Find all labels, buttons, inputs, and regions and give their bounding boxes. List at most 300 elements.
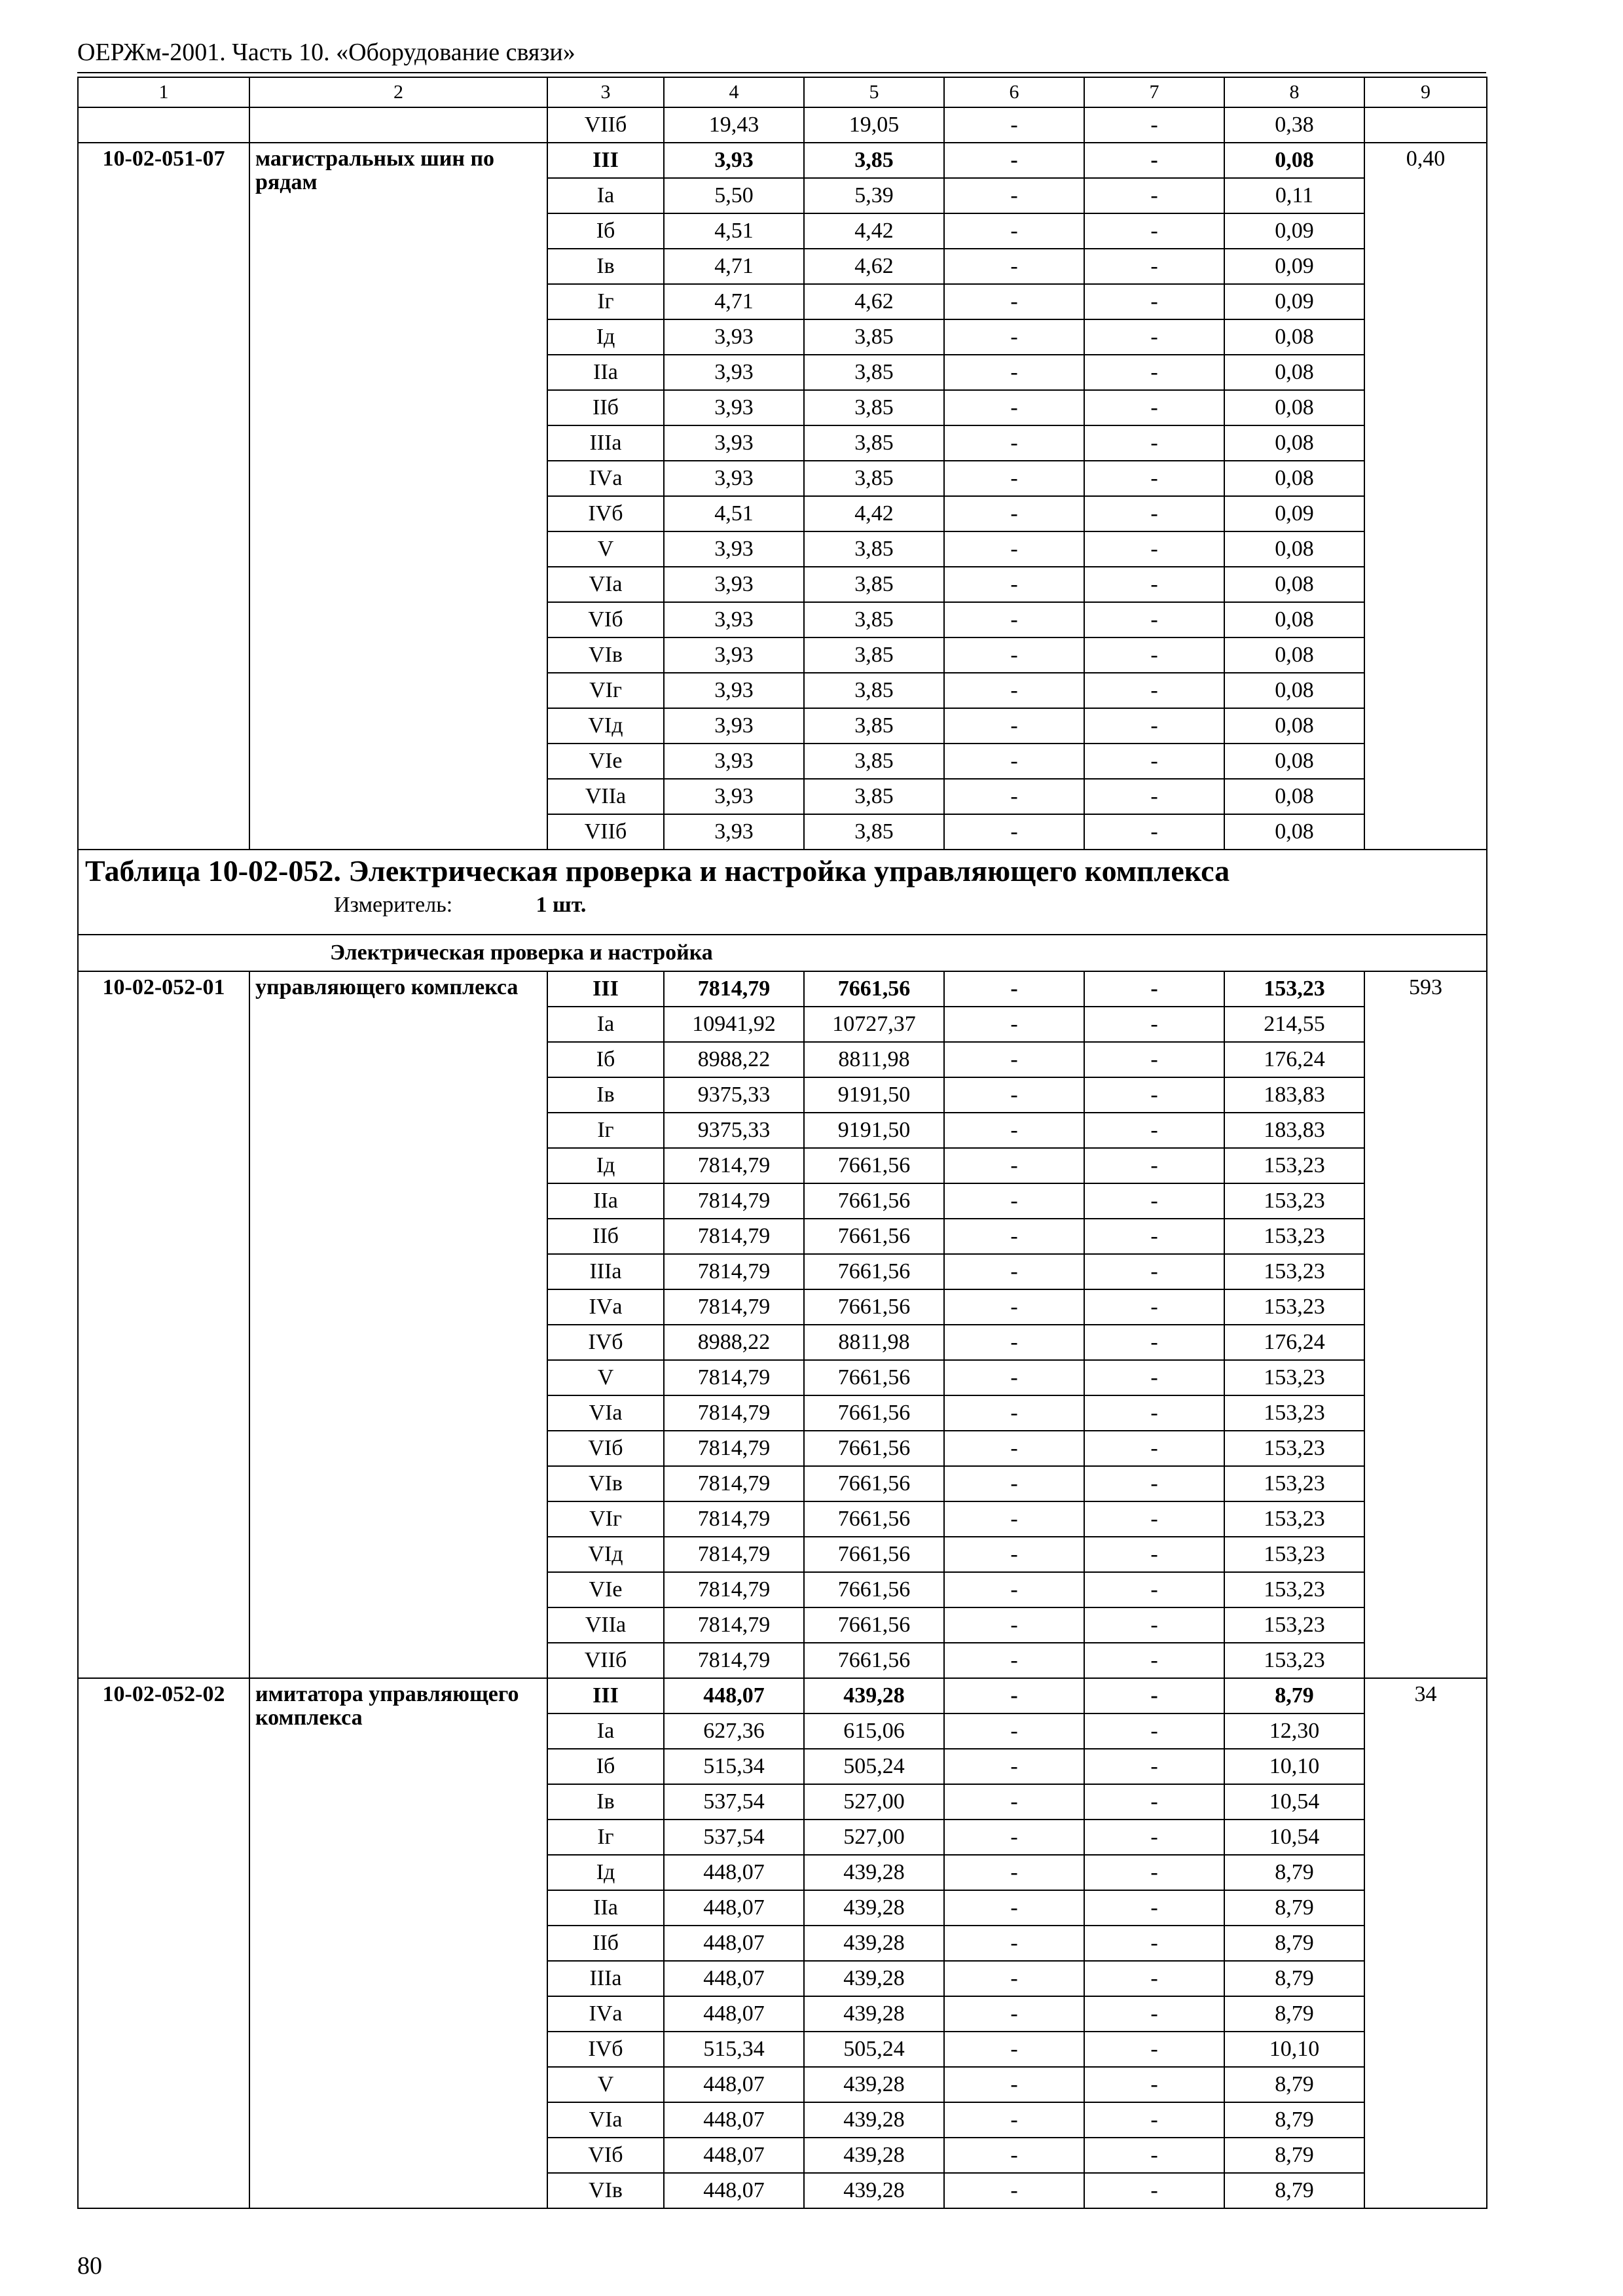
value-cell: - — [1084, 744, 1224, 779]
value-cell: - — [1084, 178, 1224, 213]
value-cell: 7814,79 — [664, 1395, 804, 1431]
value-cell: - — [1084, 143, 1224, 178]
value-cell: - — [944, 1042, 1084, 1077]
value-cell: 3,93 — [664, 143, 804, 178]
value-cell: - — [944, 1926, 1084, 1961]
value-cell: 3,85 — [804, 673, 944, 708]
value-cell: 0,08 — [1224, 814, 1364, 850]
value-cell: - — [944, 1572, 1084, 1607]
table-row — [78, 971, 1487, 1007]
zone-cell: VIIб — [547, 814, 664, 850]
value-cell: - — [1084, 1183, 1224, 1219]
value-cell: - — [944, 319, 1084, 355]
value-cell: - — [1084, 1501, 1224, 1537]
value-cell: 10,54 — [1224, 1820, 1364, 1855]
value-cell: 153,23 — [1224, 1643, 1364, 1678]
value-cell: - — [944, 1961, 1084, 1996]
zone-cell: VIе — [547, 1572, 664, 1607]
empty-cell — [249, 107, 547, 143]
value-cell: 0,09 — [1224, 284, 1364, 319]
value-cell: 448,07 — [664, 1678, 804, 1713]
zone-cell: Iг — [547, 1820, 664, 1855]
value-cell: 0,08 — [1224, 355, 1364, 390]
value-cell: 0,08 — [1224, 708, 1364, 744]
rate-code: 10-02-052-01 — [78, 971, 249, 1678]
value-cell: 7814,79 — [664, 1183, 804, 1219]
value-cell: 153,23 — [1224, 1431, 1364, 1466]
value-cell: - — [1084, 284, 1224, 319]
value-cell: 153,23 — [1224, 1219, 1364, 1254]
value-cell: - — [944, 1254, 1084, 1289]
value-cell: 448,07 — [664, 1961, 804, 1996]
value-cell: 0,08 — [1224, 461, 1364, 496]
value-cell: - — [944, 1077, 1084, 1113]
value-cell: - — [944, 213, 1084, 249]
zone-cell: IIб — [547, 1926, 664, 1961]
value-cell: 4,71 — [664, 249, 804, 284]
value-cell: - — [1084, 2067, 1224, 2102]
zone-cell: IIIа — [547, 1254, 664, 1289]
value-cell: 4,42 — [804, 213, 944, 249]
zone-cell: IIIа — [547, 425, 664, 461]
table-row — [78, 1678, 1487, 1713]
value-cell: 3,93 — [664, 461, 804, 496]
value-cell: - — [1084, 708, 1224, 744]
value-cell: - — [944, 2032, 1084, 2067]
zone-cell: Iа — [547, 1713, 664, 1749]
zone-cell: VIб — [547, 1431, 664, 1466]
zone-cell: Iа — [547, 178, 664, 213]
value-cell: - — [944, 744, 1084, 779]
value-cell: - — [944, 1183, 1084, 1219]
value-cell: - — [944, 143, 1084, 178]
value-cell: 10,10 — [1224, 1749, 1364, 1784]
zone-cell: Iв — [547, 1077, 664, 1113]
extra-value: 0,40 — [1364, 143, 1487, 850]
zone-cell: III — [547, 1678, 664, 1713]
value-cell: 7661,56 — [804, 1466, 944, 1501]
column-number: 9 — [1364, 77, 1487, 107]
value-cell: - — [944, 708, 1084, 744]
zone-cell: IIб — [547, 390, 664, 425]
value-cell: - — [1084, 1643, 1224, 1678]
work-name: имитатора управляющего комплекса — [249, 1678, 547, 2208]
value-cell: - — [1084, 971, 1224, 1007]
value-cell: 439,28 — [804, 1855, 944, 1890]
extra-value: 34 — [1364, 1678, 1487, 2208]
value-cell: 3,85 — [804, 708, 944, 744]
value-cell: 0,11 — [1224, 178, 1364, 213]
value-cell: 8988,22 — [664, 1042, 804, 1077]
value-cell: - — [1084, 1749, 1224, 1784]
value-cell: - — [1084, 637, 1224, 673]
value-cell: 439,28 — [804, 2102, 944, 2138]
value-cell: 3,85 — [804, 355, 944, 390]
value-cell: 7661,56 — [804, 1431, 944, 1466]
value-cell: 0,08 — [1224, 390, 1364, 425]
value-cell: 7661,56 — [804, 1537, 944, 1572]
value-cell: - — [1084, 673, 1224, 708]
value-cell: - — [944, 2138, 1084, 2173]
zone-cell: VIб — [547, 2138, 664, 2173]
value-cell: 7814,79 — [664, 971, 804, 1007]
value-cell: 7814,79 — [664, 1219, 804, 1254]
value-cell: 19,05 — [804, 107, 944, 143]
value-cell: - — [944, 1678, 1084, 1713]
value-cell: - — [944, 637, 1084, 673]
value-cell: 439,28 — [804, 2138, 944, 2173]
value-cell: 3,93 — [664, 390, 804, 425]
value-cell: 7814,79 — [664, 1607, 804, 1643]
value-cell: 448,07 — [664, 1926, 804, 1961]
zone-cell: VIд — [547, 708, 664, 744]
value-cell: 8,79 — [1224, 2173, 1364, 2208]
value-cell: - — [1084, 1042, 1224, 1077]
value-cell: 527,00 — [804, 1820, 944, 1855]
value-cell: 3,93 — [664, 814, 804, 850]
value-cell: - — [944, 1855, 1084, 1890]
zone-cell: VIIб — [547, 1643, 664, 1678]
zone-cell: III — [547, 971, 664, 1007]
zone-cell: V — [547, 1360, 664, 1395]
value-cell: 183,83 — [1224, 1113, 1364, 1148]
value-cell: - — [944, 531, 1084, 567]
zone-cell: IIIа — [547, 1961, 664, 1996]
value-cell: 8,79 — [1224, 2067, 1364, 2102]
value-cell: - — [944, 249, 1084, 284]
value-cell: 537,54 — [664, 1784, 804, 1820]
value-cell: - — [1084, 249, 1224, 284]
value-cell: 153,23 — [1224, 1501, 1364, 1537]
value-cell: - — [944, 1537, 1084, 1572]
value-cell: - — [944, 2067, 1084, 2102]
value-cell: - — [1084, 814, 1224, 850]
column-number: 2 — [249, 77, 547, 107]
value-cell: - — [944, 1749, 1084, 1784]
zone-cell: Iд — [547, 319, 664, 355]
value-cell: - — [1084, 107, 1224, 143]
value-cell: 9191,50 — [804, 1077, 944, 1113]
value-cell: 4,62 — [804, 284, 944, 319]
table-row — [78, 143, 1487, 178]
value-cell: 0,08 — [1224, 673, 1364, 708]
value-cell: 9191,50 — [804, 1113, 944, 1148]
page-number: 80 — [77, 2252, 102, 2280]
value-cell: 7661,56 — [804, 1607, 944, 1643]
value-cell: 7814,79 — [664, 1501, 804, 1537]
value-cell: 153,23 — [1224, 1183, 1364, 1219]
value-cell: 4,42 — [804, 496, 944, 531]
value-cell: 8,79 — [1224, 1855, 1364, 1890]
value-cell: 439,28 — [804, 1678, 944, 1713]
value-cell: 0,08 — [1224, 744, 1364, 779]
value-cell: 7661,56 — [804, 1183, 944, 1219]
value-cell: - — [1084, 1148, 1224, 1183]
work-name: магистральных шин по рядам — [249, 143, 547, 850]
value-cell: - — [944, 1395, 1084, 1431]
value-cell: - — [1084, 425, 1224, 461]
value-cell: 0,08 — [1224, 567, 1364, 602]
value-cell: - — [1084, 461, 1224, 496]
empty-cell — [1364, 107, 1487, 143]
value-cell: 505,24 — [804, 1749, 944, 1784]
value-cell: - — [1084, 2138, 1224, 2173]
zone-cell: Iв — [547, 1784, 664, 1820]
zone-cell: Iг — [547, 1113, 664, 1148]
value-cell: 3,85 — [804, 390, 944, 425]
value-cell: - — [944, 1325, 1084, 1360]
value-cell: 448,07 — [664, 1855, 804, 1890]
value-cell: 3,85 — [804, 319, 944, 355]
value-cell: 8811,98 — [804, 1042, 944, 1077]
value-cell: - — [1084, 355, 1224, 390]
value-cell: - — [1084, 1784, 1224, 1820]
value-cell: 3,93 — [664, 744, 804, 779]
value-cell: 3,85 — [804, 602, 944, 637]
value-cell: - — [944, 1820, 1084, 1855]
zone-cell: VIIа — [547, 779, 664, 814]
value-cell: 0,09 — [1224, 496, 1364, 531]
value-cell: 153,23 — [1224, 1395, 1364, 1431]
zone-cell: IVа — [547, 461, 664, 496]
value-cell: 153,23 — [1224, 1254, 1364, 1289]
value-cell: - — [944, 814, 1084, 850]
value-cell: - — [1084, 1395, 1224, 1431]
value-cell: 439,28 — [804, 2067, 944, 2102]
empty-cell — [78, 107, 249, 143]
value-cell: 7661,56 — [804, 1572, 944, 1607]
value-cell: 7661,56 — [804, 1643, 944, 1678]
value-cell: 7814,79 — [664, 1254, 804, 1289]
value-cell: 7814,79 — [664, 1431, 804, 1466]
zone-cell: Iв — [547, 249, 664, 284]
value-cell: - — [1084, 1713, 1224, 1749]
value-cell: - — [944, 284, 1084, 319]
value-cell: 3,85 — [804, 744, 944, 779]
value-cell: - — [1084, 1961, 1224, 1996]
value-cell: 214,55 — [1224, 1007, 1364, 1042]
value-cell: 153,23 — [1224, 1148, 1364, 1183]
value-cell: - — [1084, 2032, 1224, 2067]
value-cell: 8,79 — [1224, 1890, 1364, 1926]
value-cell: 448,07 — [664, 1996, 804, 2032]
value-cell: 448,07 — [664, 2138, 804, 2173]
zone-cell: VIг — [547, 673, 664, 708]
value-cell: - — [944, 1289, 1084, 1325]
value-cell: - — [944, 1607, 1084, 1643]
value-cell: 515,34 — [664, 1749, 804, 1784]
value-cell: - — [1084, 2173, 1224, 2208]
value-cell: - — [1084, 1325, 1224, 1360]
value-cell: 439,28 — [804, 1890, 944, 1926]
value-cell: - — [944, 971, 1084, 1007]
measure-label: Измеритель: — [334, 893, 453, 918]
value-cell: 4,51 — [664, 496, 804, 531]
zone-cell: VIв — [547, 637, 664, 673]
value-cell: - — [944, 178, 1084, 213]
value-cell: 439,28 — [804, 1961, 944, 1996]
value-cell: 3,93 — [664, 602, 804, 637]
table-title: Таблица 10-02-052. Электрическая проверка и настройка управляющего комплекса — [85, 854, 1230, 888]
value-cell: 7661,56 — [804, 1254, 944, 1289]
value-cell: 7814,79 — [664, 1537, 804, 1572]
value-cell: - — [1084, 1855, 1224, 1890]
rate-code: 10-02-052-02 — [78, 1678, 249, 2208]
value-cell: - — [944, 107, 1084, 143]
value-cell: 153,23 — [1224, 1289, 1364, 1325]
zone-cell: VIд — [547, 1537, 664, 1572]
value-cell: - — [1084, 1996, 1224, 2032]
value-cell: - — [944, 1501, 1084, 1537]
value-cell: - — [1084, 319, 1224, 355]
value-cell: 0,38 — [1224, 107, 1364, 143]
zone-cell: Iб — [547, 213, 664, 249]
value-cell: - — [1084, 567, 1224, 602]
value-cell: 7661,56 — [804, 1501, 944, 1537]
measure-line — [85, 893, 1480, 917]
zone-cell: IIа — [547, 1183, 664, 1219]
value-cell: 3,93 — [664, 425, 804, 461]
value-cell: 153,23 — [1224, 1572, 1364, 1607]
value-cell: 10,10 — [1224, 2032, 1364, 2067]
zone-cell: VIа — [547, 2102, 664, 2138]
value-cell: 8,79 — [1224, 2138, 1364, 2173]
value-cell: 153,23 — [1224, 971, 1364, 1007]
value-cell: - — [1084, 531, 1224, 567]
value-cell: 3,85 — [804, 779, 944, 814]
value-cell: - — [944, 1890, 1084, 1926]
rates-table — [77, 77, 1487, 2209]
value-cell: 3,93 — [664, 319, 804, 355]
column-number: 5 — [804, 77, 944, 107]
value-cell: 0,08 — [1224, 425, 1364, 461]
value-cell: - — [944, 496, 1084, 531]
value-cell: 3,93 — [664, 355, 804, 390]
value-cell: - — [944, 390, 1084, 425]
zone-cell: IVа — [547, 1289, 664, 1325]
column-number: 1 — [78, 77, 249, 107]
value-cell: - — [1084, 1113, 1224, 1148]
value-cell: 3,85 — [804, 143, 944, 178]
value-cell: 9375,33 — [664, 1077, 804, 1113]
column-number: 8 — [1224, 77, 1364, 107]
value-cell: - — [1084, 213, 1224, 249]
zone-cell: Iб — [547, 1749, 664, 1784]
value-cell: - — [944, 1784, 1084, 1820]
value-cell: 7661,56 — [804, 1360, 944, 1395]
value-cell: 12,30 — [1224, 1713, 1364, 1749]
value-cell: - — [1084, 1219, 1224, 1254]
value-cell: 448,07 — [664, 2067, 804, 2102]
page-header: ОЕРЖм-2001. Часть 10. «Оборудование связи» — [77, 39, 575, 66]
column-number: 6 — [944, 77, 1084, 107]
zone-cell: Iд — [547, 1855, 664, 1890]
value-cell: - — [1084, 1077, 1224, 1113]
value-cell: - — [1084, 1607, 1224, 1643]
value-cell: 615,06 — [804, 1713, 944, 1749]
value-cell: 7814,79 — [664, 1360, 804, 1395]
column-number: 3 — [547, 77, 664, 107]
rate-code: 10-02-051-07 — [78, 143, 249, 850]
value-cell: 439,28 — [804, 1926, 944, 1961]
value-cell: 3,85 — [804, 531, 944, 567]
value-cell: - — [1084, 1890, 1224, 1926]
zone-cell: IVб — [547, 2032, 664, 2067]
value-cell: 5,39 — [804, 178, 944, 213]
value-cell: - — [944, 1148, 1084, 1183]
value-cell: - — [944, 602, 1084, 637]
measure-value: 1 шт. — [536, 893, 587, 918]
value-cell: 5,50 — [664, 178, 804, 213]
zone-cell: IVб — [547, 1325, 664, 1360]
value-cell: 7661,56 — [804, 1219, 944, 1254]
header-rule — [77, 72, 1486, 73]
value-cell: 439,28 — [804, 2173, 944, 2208]
value-cell: 153,23 — [1224, 1537, 1364, 1572]
value-cell: - — [944, 673, 1084, 708]
value-cell: 10,54 — [1224, 1784, 1364, 1820]
column-number: 4 — [664, 77, 804, 107]
zone-cell: VIа — [547, 567, 664, 602]
value-cell: 0,08 — [1224, 319, 1364, 355]
value-cell: 627,36 — [664, 1713, 804, 1749]
value-cell: - — [1084, 1820, 1224, 1855]
value-cell: 3,93 — [664, 673, 804, 708]
value-cell: 7814,79 — [664, 1289, 804, 1325]
zone-cell: VIв — [547, 2173, 664, 2208]
value-cell: 4,71 — [664, 284, 804, 319]
table-title-cell — [78, 850, 1487, 935]
value-cell: 0,08 — [1224, 779, 1364, 814]
value-cell: - — [944, 567, 1084, 602]
value-cell: 505,24 — [804, 2032, 944, 2067]
value-cell: - — [1084, 1254, 1224, 1289]
value-cell: 8,79 — [1224, 2102, 1364, 2138]
value-cell: - — [944, 779, 1084, 814]
value-cell: 19,43 — [664, 107, 804, 143]
extra-value: 593 — [1364, 971, 1487, 1678]
section-title: Электрическая проверка и настройка — [78, 935, 1487, 971]
value-cell: 527,00 — [804, 1784, 944, 1820]
value-cell: - — [1084, 496, 1224, 531]
value-cell: 7814,79 — [664, 1466, 804, 1501]
value-cell: - — [1084, 1360, 1224, 1395]
value-cell: - — [944, 355, 1084, 390]
value-cell: 8,79 — [1224, 1926, 1364, 1961]
value-cell: 7661,56 — [804, 971, 944, 1007]
value-cell: - — [1084, 1678, 1224, 1713]
value-cell: - — [944, 1431, 1084, 1466]
value-cell: 448,07 — [664, 1890, 804, 1926]
value-cell: 0,09 — [1224, 213, 1364, 249]
value-cell: 183,83 — [1224, 1077, 1364, 1113]
value-cell: - — [944, 1996, 1084, 2032]
value-cell: 10727,37 — [804, 1007, 944, 1042]
zone-cell: IIа — [547, 1890, 664, 1926]
value-cell: 3,85 — [804, 637, 944, 673]
value-cell: 3,85 — [804, 425, 944, 461]
zone-cell: VIIа — [547, 1607, 664, 1643]
value-cell: 10941,92 — [664, 1007, 804, 1042]
table-row — [78, 107, 1487, 143]
zone-cell: IIа — [547, 355, 664, 390]
value-cell: - — [944, 1360, 1084, 1395]
value-cell: 3,93 — [664, 708, 804, 744]
value-cell: 153,23 — [1224, 1607, 1364, 1643]
zone-cell: VIб — [547, 602, 664, 637]
zone-cell: V — [547, 531, 664, 567]
value-cell: 448,07 — [664, 2102, 804, 2138]
